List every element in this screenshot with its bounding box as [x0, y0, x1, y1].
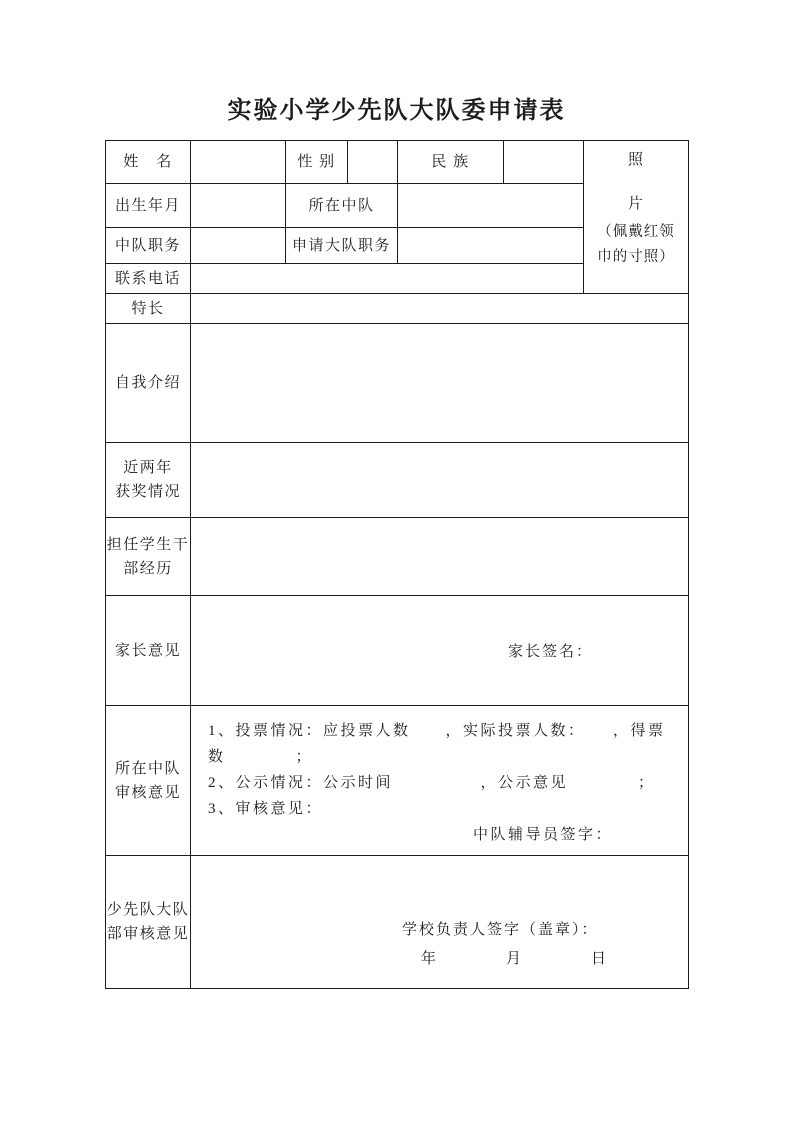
date-label: 年 月 日 — [421, 951, 609, 967]
cadre-experience-label: 担任学生干 部经历 — [106, 518, 191, 596]
ethnicity-label: 民 族 — [398, 141, 504, 184]
squadron-duty-value-cell[interactable] — [191, 228, 286, 264]
gender-value-cell[interactable] — [348, 141, 398, 184]
form-title: 实验小学少先队大队委申请表 — [227, 98, 566, 124]
squadron-duty-label: 中队职务 — [106, 228, 191, 264]
cadre-experience-value-cell[interactable] — [191, 518, 689, 596]
gender-label: 性 别 — [286, 141, 348, 184]
principal-signature-label: 学校负责人签字（盖章）： — [402, 922, 599, 938]
phone-label: 联系电话 — [106, 264, 191, 294]
counselor-signature-label: 中队辅导员签字： — [473, 827, 614, 843]
photo-label-line-1: 照 — [627, 152, 644, 168]
birth-date-label: 出生年月 — [106, 184, 191, 228]
birth-date-value-cell[interactable] — [191, 184, 286, 228]
name-value-cell[interactable] — [191, 141, 286, 184]
brigade-review-label: 少先队大队 部审核意见 — [106, 856, 191, 989]
specialty-value-cell[interactable] — [191, 294, 689, 324]
application-form-table — [105, 140, 689, 989]
applied-brigade-duty-value-cell[interactable] — [398, 228, 584, 264]
squadron-label: 所在中队 — [286, 184, 398, 228]
squad-review-publicity-line: 2、公示情况：公示时间 ，公示意见 ； — [208, 775, 656, 791]
photo-note-line-2: 巾的寸照） — [597, 249, 675, 265]
phone-value-cell[interactable] — [191, 264, 584, 294]
applied-brigade-duty-label: 申请大队职务 — [286, 228, 398, 264]
squad-review-voting-line-1: 1、投票情况：应投票人数 ，实际投票人数： ，得票 — [208, 723, 666, 739]
squad-review-voting-line-2: 数 ； — [208, 749, 314, 765]
squadron-value-cell[interactable] — [398, 184, 584, 228]
parent-opinion-value-cell[interactable] — [191, 596, 689, 706]
photo-note-line-1: （佩戴红领 — [597, 224, 675, 240]
ethnicity-value-cell[interactable] — [504, 141, 584, 184]
brigade-review-content-cell[interactable] — [191, 856, 689, 989]
squad-review-content-cell[interactable] — [191, 706, 689, 856]
self-intro-label: 自我介绍 — [106, 324, 191, 443]
squad-review-label: 所在中队 审核意见 — [106, 706, 191, 856]
squad-review-opinion-line: 3、审核意见： — [208, 801, 324, 817]
specialty-label: 特长 — [106, 294, 191, 324]
parent-opinion-label: 家长意见 — [106, 596, 191, 706]
awards-label: 近两年 获奖情况 — [106, 443, 191, 518]
awards-value-cell[interactable] — [191, 443, 689, 518]
parent-signature-label: 家长签名： — [508, 644, 594, 660]
self-intro-value-cell[interactable] — [191, 324, 689, 443]
name-label: 姓 名 — [106, 141, 191, 184]
photo-cell — [584, 141, 689, 294]
photo-label-line-2: 片 — [627, 196, 644, 212]
